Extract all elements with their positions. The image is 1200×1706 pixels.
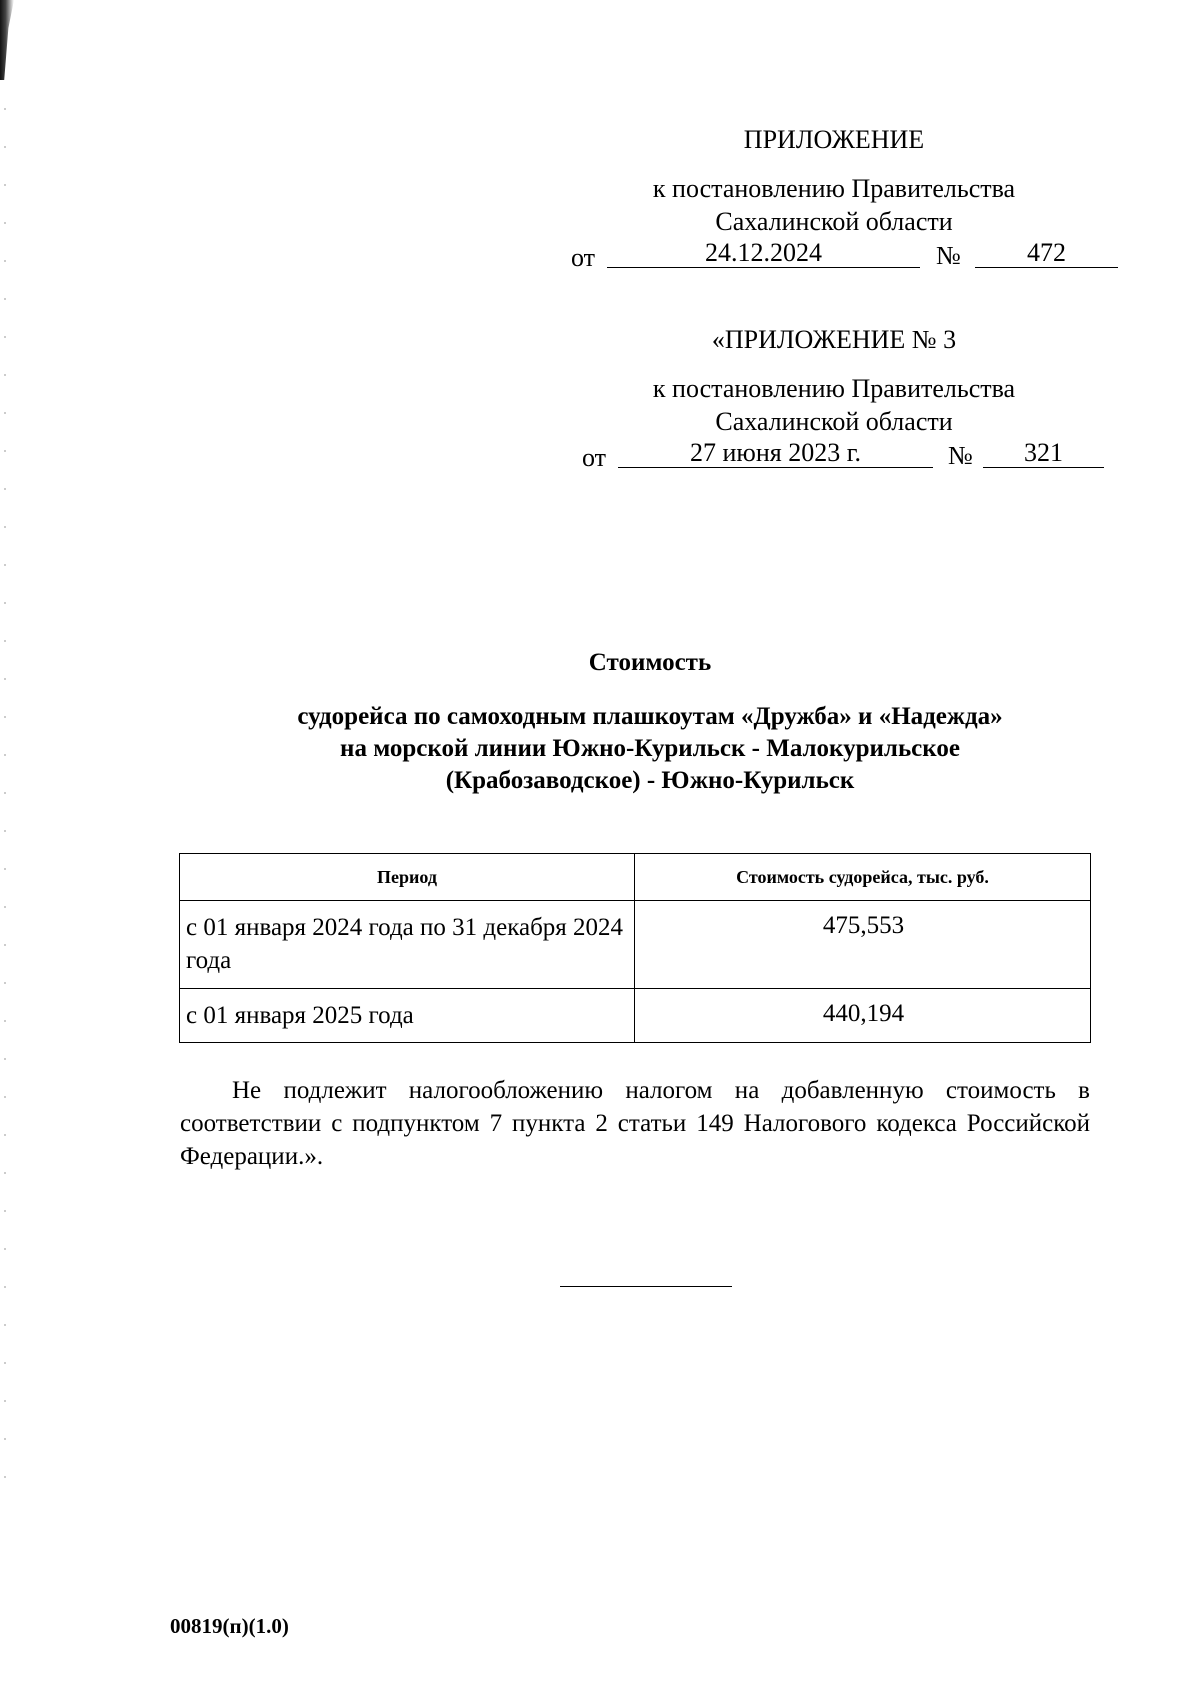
document-code: 00819(п)(1.0) xyxy=(170,1614,289,1638)
table-row xyxy=(180,989,1091,1043)
to-decree2-line2: Сахалинской области xyxy=(715,407,953,436)
scan-artifact xyxy=(0,0,14,80)
table-row xyxy=(180,901,1091,989)
tax-note xyxy=(180,1074,1090,1173)
title-line3: на морской линии Южно-Курильск - Малокурильское xyxy=(340,735,960,762)
title-line2: судорейса по самоходным плашкоутам «Дружба» и «Надежда» xyxy=(297,703,1003,730)
appendix3-label: «ПРИЛОЖЕНИЕ № 3 xyxy=(711,325,957,354)
period-cell: с 01 января 2025 года xyxy=(180,989,635,1043)
number-sign: № xyxy=(936,241,961,270)
table-header-row xyxy=(180,854,1091,901)
separator-line xyxy=(560,1286,732,1287)
cost-cell: 440,194 xyxy=(635,989,1091,1043)
to-decree2-line1: к постановлению Правительства xyxy=(652,374,1016,403)
to-decree-line1: к постановлению Правительства xyxy=(652,174,1016,203)
decree2-number-field: 321 xyxy=(983,439,1104,468)
decree-number-field: 472 xyxy=(975,239,1118,268)
period-cell: с 01 января 2024 года по 31 декабря 2024 года xyxy=(180,901,635,989)
from-label-2: от xyxy=(582,443,607,472)
title-line1: Стоимость xyxy=(588,649,712,676)
number-sign-2: № xyxy=(948,441,973,470)
to-decree-line2: Сахалинской области xyxy=(715,207,953,236)
tax-note-text: Не подлежит налогообложению налогом на добавленную стоимость в соответствии с подпунктом 7 пункта 2 статьи 149 Налогового кодекса Российской Федерации.». xyxy=(180,1077,1090,1170)
cost-cell: 475,553 xyxy=(635,901,1091,989)
appendix-label: ПРИЛОЖЕНИЕ xyxy=(743,125,925,154)
cost-table xyxy=(179,853,1091,1043)
title-line4: (Крабозаводское) - Южно-Курильск xyxy=(445,767,855,794)
decree-date-field: 24.12.2024 xyxy=(607,239,920,268)
decree2-date-field: 27 июня 2023 г. xyxy=(618,439,933,468)
column-header-period: Период xyxy=(180,854,635,901)
column-header-cost: Стоимость судорейса, тыс. руб. xyxy=(635,854,1091,901)
from-label: от xyxy=(571,243,596,272)
